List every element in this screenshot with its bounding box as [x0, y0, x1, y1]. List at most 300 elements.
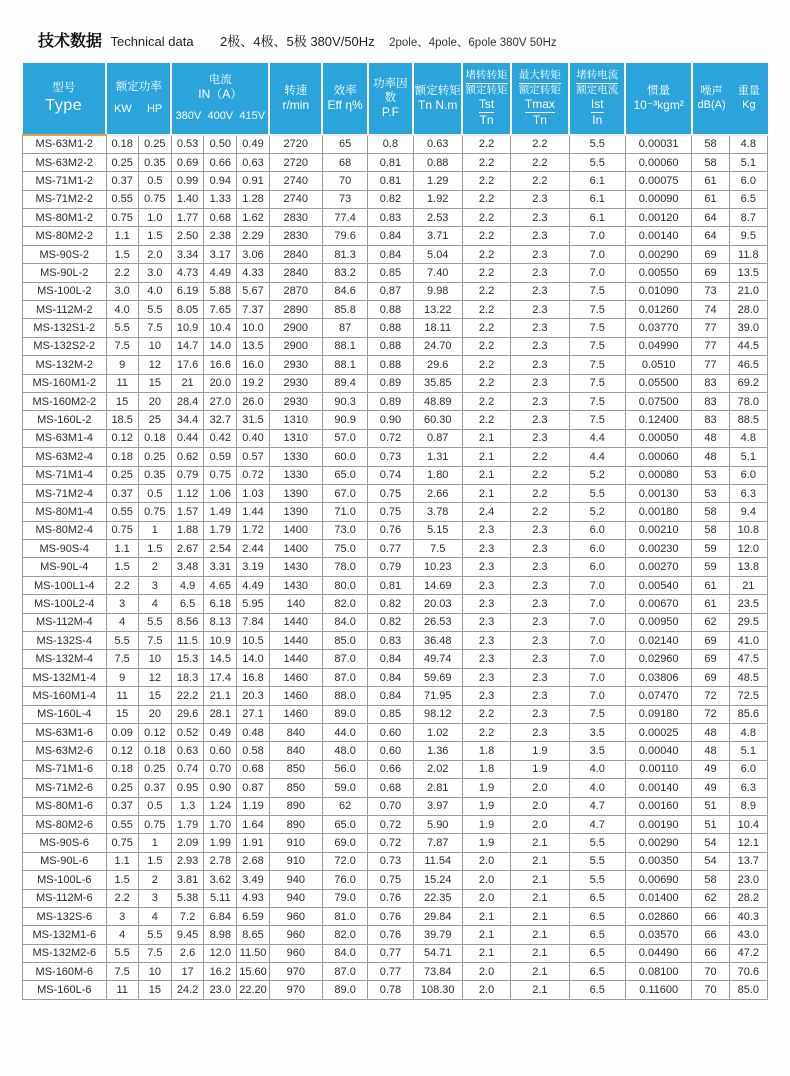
header-noise-weight [692, 63, 768, 135]
value-cell: 2900 [269, 337, 322, 355]
value-cell: 0.09180 [625, 705, 691, 723]
value-cell: 5.5 [106, 944, 138, 962]
value-cell: 2.2 [462, 301, 510, 319]
value-cell: 48.89 [413, 392, 462, 410]
value-cell: 71.95 [413, 687, 462, 705]
value-cell: 1.88 [171, 521, 203, 539]
value-cell: 23.0 [729, 871, 767, 889]
value-cell: 8.65 [237, 926, 269, 944]
value-cell: 1310 [269, 411, 322, 429]
table-row [23, 576, 768, 594]
value-cell: 58 [692, 153, 729, 171]
value-cell: 0.89 [368, 392, 413, 410]
header-kw: KW [114, 102, 132, 115]
value-cell: 31.5 [237, 411, 269, 429]
header-locked-rotor-torque-ratio: 堵转转矩 额定转矩 Tst Tn [462, 63, 510, 135]
value-cell: 12 [138, 356, 171, 374]
value-cell: 36.48 [413, 632, 462, 650]
value-cell: 49 [692, 760, 729, 778]
value-cell: 21.0 [729, 282, 767, 300]
value-cell: 3.5 [569, 724, 625, 742]
value-cell: 0.83 [368, 632, 413, 650]
value-cell: 0.25 [138, 448, 171, 466]
table-row [23, 429, 768, 447]
table-row [23, 521, 768, 539]
value-cell: 0.00031 [625, 135, 691, 153]
value-cell: 1.02 [413, 724, 462, 742]
header-hp: HP [146, 102, 163, 115]
value-cell: 2.81 [413, 779, 462, 797]
value-cell: 0.73 [368, 448, 413, 466]
value-cell: 0.00060 [625, 153, 691, 171]
table-row [23, 172, 768, 190]
value-cell: 0.03806 [625, 668, 691, 686]
value-cell: 1.77 [171, 209, 203, 227]
value-cell: 7.0 [569, 687, 625, 705]
value-cell: 5.5 [138, 301, 171, 319]
value-cell: 87.0 [322, 650, 367, 668]
value-cell: 0.04490 [625, 944, 691, 962]
value-cell: 14.0 [204, 337, 237, 355]
value-cell: 0.03770 [625, 319, 691, 337]
value-cell: 87.0 [322, 668, 367, 686]
model-cell: MS-132S-6 [23, 907, 107, 925]
value-cell: 0.00230 [625, 540, 691, 558]
value-cell: 0.88 [368, 356, 413, 374]
value-cell: 2.3 [462, 613, 510, 631]
value-cell: 54.71 [413, 944, 462, 962]
value-cell: 4.93 [237, 889, 269, 907]
value-cell: 59.0 [322, 779, 367, 797]
value-cell: 0.00290 [625, 834, 691, 852]
value-cell: 7.5 [569, 337, 625, 355]
model-cell: MS-132M2-6 [23, 944, 107, 962]
value-cell: 0.79 [368, 558, 413, 576]
value-cell: 3.5 [569, 742, 625, 760]
value-cell: 0.0510 [625, 356, 691, 374]
value-cell: 58 [692, 521, 729, 539]
value-cell: 0.66 [204, 153, 237, 171]
value-cell: 2.3 [462, 595, 510, 613]
value-cell: 2930 [269, 374, 322, 392]
value-cell: 85.6 [729, 705, 767, 723]
header-noise: 噪声 dB(A) [697, 84, 726, 111]
value-cell: 6.0 [569, 558, 625, 576]
model-cell: MS-80M2-2 [23, 227, 107, 245]
value-cell: 1460 [269, 687, 322, 705]
value-cell: 2.78 [204, 852, 237, 870]
value-cell: 61 [692, 190, 729, 208]
value-cell: 48 [692, 742, 729, 760]
value-cell: 14.69 [413, 576, 462, 594]
header-type: 型号 Type [23, 63, 107, 135]
value-cell: 14.0 [237, 650, 269, 668]
value-cell: 85.8 [322, 301, 367, 319]
model-cell: MS-63M1-2 [23, 135, 107, 153]
value-cell: 0.12 [106, 742, 138, 760]
value-cell: 7.5 [569, 374, 625, 392]
value-cell: 1.29 [413, 172, 462, 190]
value-cell: 0.07470 [625, 687, 691, 705]
model-cell: MS-90L-6 [23, 852, 107, 870]
value-cell: 1.72 [237, 521, 269, 539]
value-cell: 2.3 [511, 558, 569, 576]
value-cell: 2.1 [511, 852, 569, 870]
value-cell: 76.0 [322, 871, 367, 889]
model-cell: MS-71M1-2 [23, 172, 107, 190]
value-cell: 4.4 [569, 429, 625, 447]
title-english: Technical data [110, 34, 194, 49]
value-cell: 5.88 [204, 282, 237, 300]
value-cell: 0.75 [106, 209, 138, 227]
value-cell: 1.1 [106, 852, 138, 870]
value-cell: 28.4 [171, 392, 203, 410]
value-cell: 17 [171, 963, 203, 981]
value-cell: 5.5 [106, 632, 138, 650]
table-row [23, 815, 768, 833]
model-cell: MS-80M1-4 [23, 503, 107, 521]
value-cell: 2720 [269, 135, 322, 153]
value-cell: 970 [269, 981, 322, 999]
value-cell: 5.5 [138, 613, 171, 631]
value-cell: 2.4 [462, 503, 510, 521]
table-row [23, 742, 768, 760]
value-cell: 3.0 [106, 282, 138, 300]
value-cell: 19.2 [237, 374, 269, 392]
value-cell: 84.6 [322, 282, 367, 300]
value-cell: 0.00670 [625, 595, 691, 613]
model-cell: MS-160L-6 [23, 981, 107, 999]
value-cell: 0.90 [368, 411, 413, 429]
value-cell: 0.00190 [625, 815, 691, 833]
value-cell: 0.77 [368, 944, 413, 962]
value-cell: 2930 [269, 356, 322, 374]
value-cell: 70 [322, 172, 367, 190]
value-cell: 9.5 [729, 227, 767, 245]
value-cell: 1330 [269, 448, 322, 466]
value-cell: 1.0 [138, 209, 171, 227]
model-cell: MS-63M2-6 [23, 742, 107, 760]
value-cell: 13.22 [413, 301, 462, 319]
value-cell: 48 [692, 429, 729, 447]
value-cell: 48 [692, 448, 729, 466]
value-cell: 4.8 [729, 724, 767, 742]
value-cell: 0.03570 [625, 926, 691, 944]
value-cell: 2.1 [462, 907, 510, 925]
value-cell: 15 [138, 687, 171, 705]
value-cell: 2.3 [511, 245, 569, 263]
value-cell: 5.5 [569, 852, 625, 870]
value-cell: 7.5 [106, 337, 138, 355]
value-cell: 54 [692, 852, 729, 870]
value-cell: 71.0 [322, 503, 367, 521]
value-cell: 2.2 [462, 153, 510, 171]
table-row [23, 944, 768, 962]
value-cell: 15.24 [413, 871, 462, 889]
value-cell: 0.68 [204, 209, 237, 227]
value-cell: 4.65 [204, 576, 237, 594]
technical-data-table-wrap [22, 63, 790, 1000]
model-cell: MS-100L-6 [23, 871, 107, 889]
table-row [23, 374, 768, 392]
value-cell: 0.70 [204, 760, 237, 778]
value-cell: 7.87 [413, 834, 462, 852]
value-cell: 2.1 [511, 944, 569, 962]
table-row [23, 503, 768, 521]
value-cell: 0.63 [413, 135, 462, 153]
value-cell: 0.00290 [625, 245, 691, 263]
value-cell: 12.1 [729, 834, 767, 852]
model-cell: MS-90L-4 [23, 558, 107, 576]
value-cell: 2890 [269, 301, 322, 319]
value-cell: 0.00180 [625, 503, 691, 521]
value-cell: 5.1 [729, 153, 767, 171]
value-cell: 2.3 [511, 613, 569, 631]
value-cell: 0.75 [204, 466, 237, 484]
value-cell: 1440 [269, 632, 322, 650]
value-cell: 0.01090 [625, 282, 691, 300]
value-cell: 1.33 [204, 190, 237, 208]
value-cell: 39.0 [729, 319, 767, 337]
value-cell: 9.45 [171, 926, 203, 944]
value-cell: 0.66 [368, 760, 413, 778]
value-cell: 0.35 [138, 466, 171, 484]
value-cell: 0.57 [237, 448, 269, 466]
value-cell: 3 [138, 889, 171, 907]
value-cell: 21 [171, 374, 203, 392]
value-cell: 59 [692, 558, 729, 576]
value-cell: 7.84 [237, 613, 269, 631]
model-cell: MS-160M-6 [23, 963, 107, 981]
value-cell: 66 [692, 907, 729, 925]
value-cell: 960 [269, 944, 322, 962]
value-cell: 2.3 [511, 392, 569, 410]
value-cell: 0.25 [138, 135, 171, 153]
value-cell: 6.3 [729, 779, 767, 797]
value-cell: 0.08100 [625, 963, 691, 981]
value-cell: 5.67 [237, 282, 269, 300]
table-row [23, 907, 768, 925]
table-row [23, 282, 768, 300]
value-cell: 2.0 [511, 779, 569, 797]
value-cell: 960 [269, 926, 322, 944]
value-cell: 0.88 [368, 337, 413, 355]
value-cell: 8.05 [171, 301, 203, 319]
value-cell: 14.5 [204, 650, 237, 668]
value-cell: 0.82 [368, 190, 413, 208]
value-cell: 4.8 [729, 429, 767, 447]
value-cell: 4.7 [569, 815, 625, 833]
value-cell: 2.0 [462, 889, 510, 907]
value-cell: 6.5 [171, 595, 203, 613]
value-cell: 1430 [269, 576, 322, 594]
table-row [23, 632, 768, 650]
value-cell: 910 [269, 852, 322, 870]
value-cell: 850 [269, 760, 322, 778]
value-cell: 13.7 [729, 852, 767, 870]
value-cell: 1.3 [171, 797, 203, 815]
value-cell: 1.36 [413, 742, 462, 760]
table-row [23, 448, 768, 466]
value-cell: 20 [138, 392, 171, 410]
value-cell: 2.2 [462, 337, 510, 355]
value-cell: 2.3 [462, 521, 510, 539]
value-cell: 11.54 [413, 852, 462, 870]
model-cell: MS-132M1-4 [23, 668, 107, 686]
value-cell: 7.5 [138, 944, 171, 962]
value-cell: 3.71 [413, 227, 462, 245]
value-cell: 69.2 [729, 374, 767, 392]
value-cell: 5.2 [569, 466, 625, 484]
value-cell: 25 [138, 411, 171, 429]
value-cell: 53 [692, 466, 729, 484]
table-row [23, 926, 768, 944]
value-cell: 2840 [269, 264, 322, 282]
table-row [23, 613, 768, 631]
value-cell: 2.3 [511, 429, 569, 447]
value-cell: 2.1 [511, 834, 569, 852]
value-cell: 2.3 [511, 190, 569, 208]
value-cell: 2740 [269, 190, 322, 208]
value-cell: 140 [269, 595, 322, 613]
value-cell: 1.5 [138, 540, 171, 558]
subtitle-chinese: 2极、4极、5极 380V/50Hz [220, 34, 375, 49]
value-cell: 39.79 [413, 926, 462, 944]
value-cell: 87 [322, 319, 367, 337]
value-cell: 5.5 [569, 153, 625, 171]
table-row [23, 871, 768, 889]
model-cell: MS-100L-2 [23, 282, 107, 300]
value-cell: 2.3 [462, 687, 510, 705]
value-cell: 77 [692, 319, 729, 337]
model-cell: MS-80M2-6 [23, 815, 107, 833]
value-cell: 2.3 [462, 632, 510, 650]
value-cell: 0.01400 [625, 889, 691, 907]
value-cell: 3.34 [171, 245, 203, 263]
value-cell: 0.95 [171, 779, 203, 797]
value-cell: 2.3 [511, 356, 569, 374]
value-cell: 0.60 [368, 724, 413, 742]
table-row [23, 963, 768, 981]
value-cell: 0.02140 [625, 632, 691, 650]
value-cell: 0.5 [138, 797, 171, 815]
value-cell: 0.07500 [625, 392, 691, 410]
value-cell: 69 [692, 264, 729, 282]
value-cell: 1440 [269, 650, 322, 668]
value-cell: 0.75 [368, 503, 413, 521]
value-cell: 15 [138, 981, 171, 999]
value-cell: 0.25 [106, 779, 138, 797]
model-cell: MS-71M1-4 [23, 466, 107, 484]
value-cell: 15 [106, 392, 138, 410]
model-cell: MS-100L2-4 [23, 595, 107, 613]
value-cell: 0.00130 [625, 484, 691, 502]
value-cell: 0.75 [368, 484, 413, 502]
value-cell: 0.44 [171, 429, 203, 447]
value-cell: 0.35 [138, 153, 171, 171]
value-cell: 69 [692, 650, 729, 668]
value-cell: 2.2 [462, 264, 510, 282]
value-cell: 1.5 [138, 852, 171, 870]
table-row [23, 595, 768, 613]
model-cell: MS-160M1-4 [23, 687, 107, 705]
value-cell: 35.85 [413, 374, 462, 392]
value-cell: 69 [692, 632, 729, 650]
value-cell: 4.49 [237, 576, 269, 594]
value-cell: 0.78 [368, 981, 413, 999]
value-cell: 0.58 [237, 742, 269, 760]
value-cell: 4.0 [106, 301, 138, 319]
value-cell: 2.0 [462, 981, 510, 999]
value-cell: 44.5 [729, 337, 767, 355]
value-cell: 0.81 [368, 576, 413, 594]
table-row [23, 650, 768, 668]
table-row [23, 779, 768, 797]
value-cell: 2.3 [511, 209, 569, 227]
table-header [23, 63, 768, 135]
value-cell: 0.87 [413, 429, 462, 447]
value-cell: 57.0 [322, 429, 367, 447]
value-cell: 3.31 [204, 558, 237, 576]
value-cell: 54 [692, 834, 729, 852]
value-cell: 64 [692, 209, 729, 227]
value-cell: 2.3 [511, 264, 569, 282]
value-cell: 90.3 [322, 392, 367, 410]
value-cell: 29.6 [413, 356, 462, 374]
value-cell: 2.2 [462, 282, 510, 300]
value-cell: 0.72 [368, 834, 413, 852]
value-cell: 85.0 [322, 632, 367, 650]
table-row [23, 135, 768, 153]
value-cell: 88.0 [322, 687, 367, 705]
value-cell: 2840 [269, 245, 322, 263]
value-cell: 2.2 [462, 319, 510, 337]
header-rated-power: 额定功率 KW HP [106, 63, 171, 135]
value-cell: 2.93 [171, 852, 203, 870]
value-cell: 77 [692, 337, 729, 355]
model-cell: MS-160L-2 [23, 411, 107, 429]
value-cell: 2.3 [511, 687, 569, 705]
value-cell: 0.84 [368, 227, 413, 245]
model-cell: MS-90S-6 [23, 834, 107, 852]
value-cell: 11 [106, 374, 138, 392]
table-row [23, 466, 768, 484]
model-cell: MS-71M2-6 [23, 779, 107, 797]
value-cell: 6.59 [237, 907, 269, 925]
value-cell: 87.0 [322, 963, 367, 981]
value-cell: 0.18 [106, 135, 138, 153]
value-cell: 9 [106, 668, 138, 686]
value-cell: 2.2 [462, 392, 510, 410]
value-cell: 2.66 [413, 484, 462, 502]
value-cell: 0.00050 [625, 429, 691, 447]
value-cell: 72.5 [729, 687, 767, 705]
value-cell: 11 [106, 981, 138, 999]
value-cell: 85.0 [729, 981, 767, 999]
value-cell: 0.52 [171, 724, 203, 742]
value-cell: 840 [269, 724, 322, 742]
model-cell: MS-63M2-4 [23, 448, 107, 466]
value-cell: 4.0 [569, 760, 625, 778]
table-row [23, 209, 768, 227]
value-cell: 8.56 [171, 613, 203, 631]
value-cell: 2.2 [511, 135, 569, 153]
value-cell: 1.40 [171, 190, 203, 208]
value-cell: 3.81 [171, 871, 203, 889]
table-row [23, 392, 768, 410]
value-cell: 11.8 [729, 245, 767, 263]
value-cell: 0.53 [171, 135, 203, 153]
